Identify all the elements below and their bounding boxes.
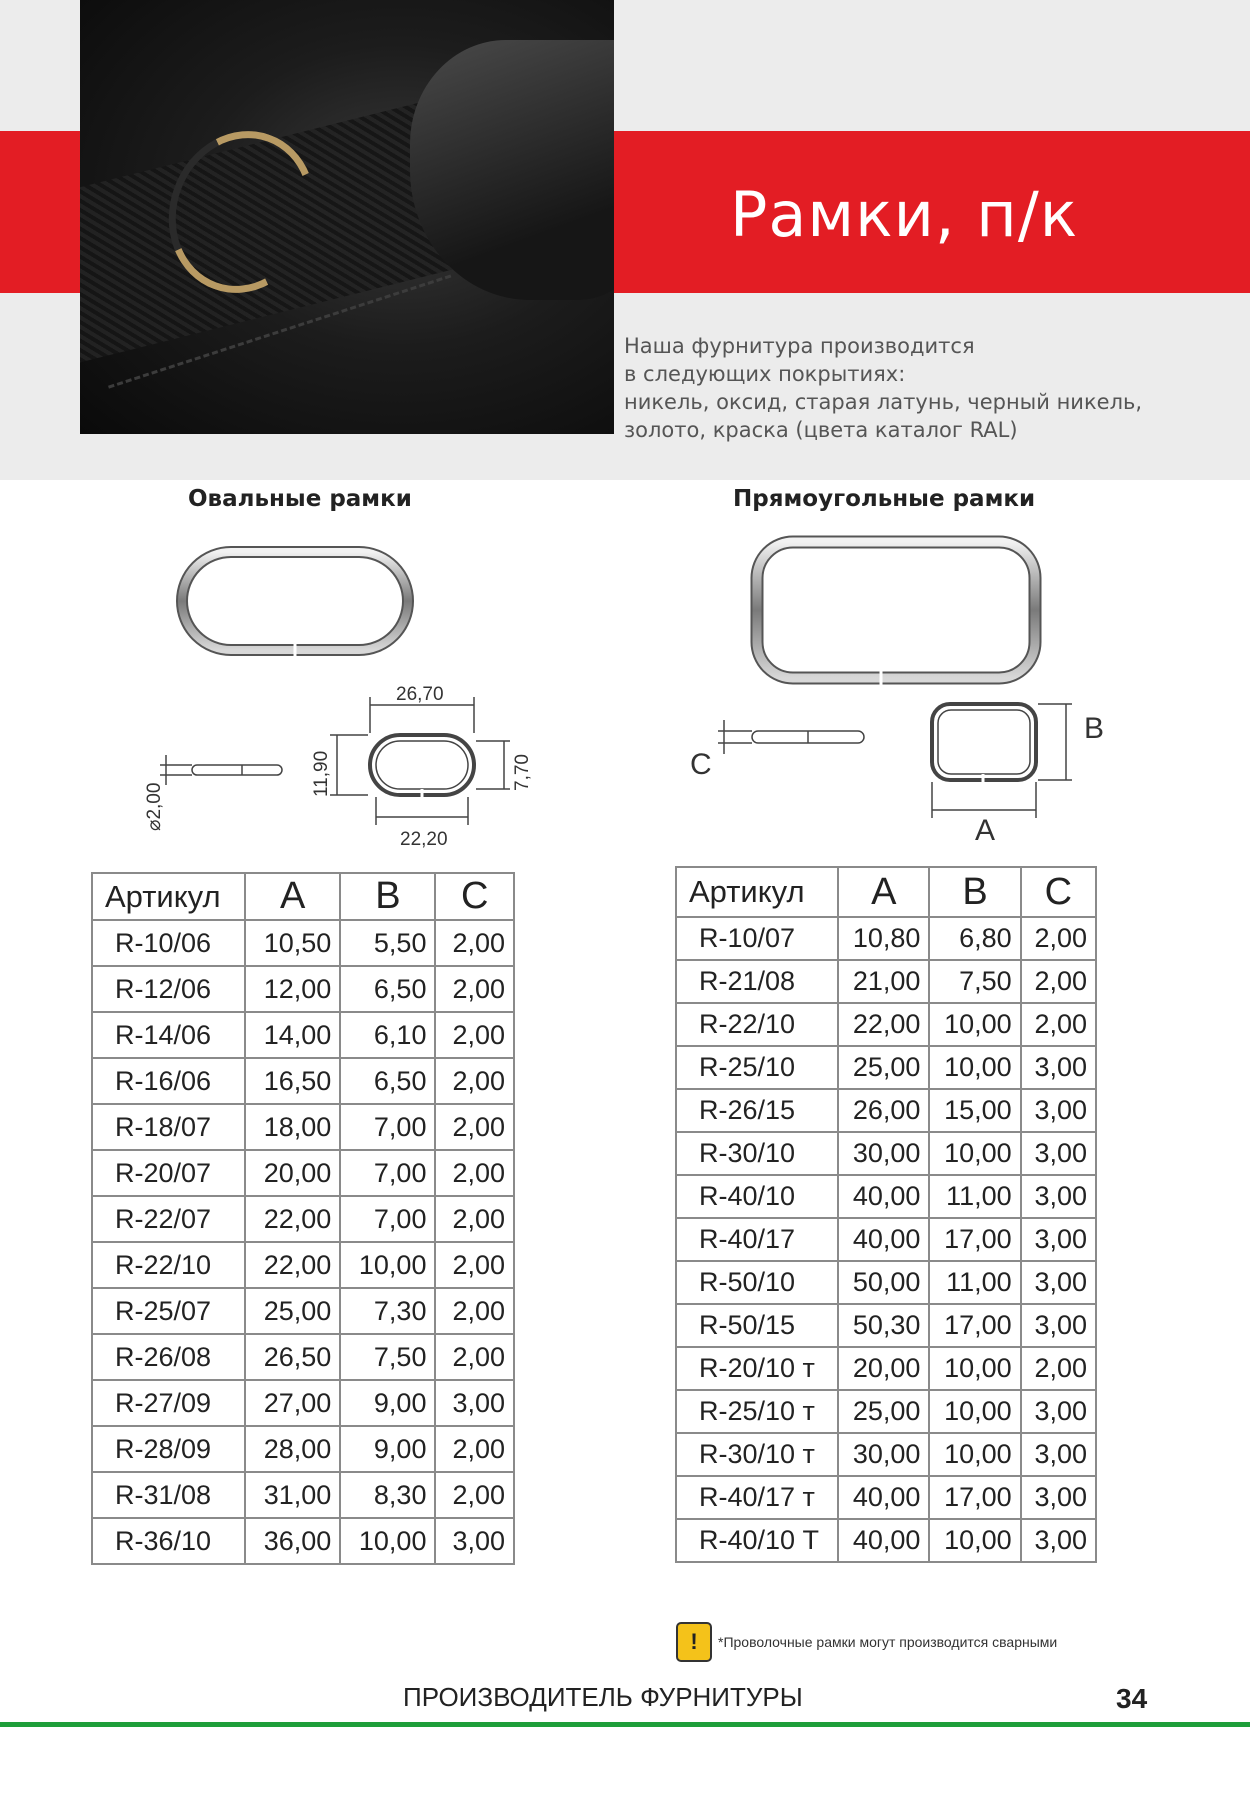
page-title: Рамки, п/к [730,178,1079,251]
oval-table-body [92,920,514,1564]
article-cell: R-16/06 [92,1058,245,1104]
c-cell: 2,00 [435,920,514,966]
b-cell: 6,50 [340,966,435,1012]
rect-table-body [676,917,1096,1562]
table-row [676,1433,1096,1476]
b-cell: 7,00 [340,1196,435,1242]
article-cell: R-22/07 [92,1196,245,1242]
c-cell: 3,00 [1021,1046,1096,1089]
col-header-article: Артикул [676,867,838,917]
b-cell: 7,50 [340,1334,435,1380]
c-cell: 2,00 [435,1196,514,1242]
a-cell: 26,00 [838,1089,929,1132]
oval-heading: Овальные рамки [188,486,412,512]
a-cell: 20,00 [245,1150,340,1196]
a-cell: 18,00 [245,1104,340,1150]
table-header-row [92,873,514,920]
table-row [92,1104,514,1150]
table-row [92,1012,514,1058]
table-header-row [676,867,1096,917]
a-cell: 50,30 [838,1304,929,1347]
a-cell: 20,00 [838,1347,929,1390]
b-cell: 15,00 [929,1089,1020,1132]
rect-spec-table [675,866,1097,1563]
b-cell: 8,30 [340,1472,435,1518]
a-cell: 28,00 [245,1426,340,1472]
oval-dim-left: 11,90 [311,750,332,797]
article-cell: R-26/08 [92,1334,245,1380]
col-header-c: C [435,873,514,920]
c-cell: 2,00 [435,1058,514,1104]
table-row [676,1304,1096,1347]
table-row [92,1426,514,1472]
b-cell: 7,30 [340,1288,435,1334]
article-cell: R-50/10 [676,1261,838,1304]
c-cell: 2,00 [435,1334,514,1380]
b-cell: 10,00 [929,1003,1020,1046]
b-cell: 6,80 [929,917,1020,960]
a-cell: 40,00 [838,1519,929,1562]
coatings-line: золото, краска (цвета каталог RAL) [624,418,1018,442]
b-cell: 10,00 [929,1433,1020,1476]
a-cell: 30,00 [838,1132,929,1175]
article-cell: R-31/08 [92,1472,245,1518]
table-row [676,1218,1096,1261]
a-cell: 16,50 [245,1058,340,1104]
a-cell: 27,00 [245,1380,340,1426]
article-cell: R-40/17 т [676,1476,838,1519]
table-row [92,1288,514,1334]
col-header-article: Артикул [92,873,245,920]
table-row [676,917,1096,960]
c-cell: 2,00 [1021,1003,1096,1046]
b-cell: 10,00 [340,1242,435,1288]
rect-dimension-drawing [680,690,1120,840]
b-cell: 10,00 [929,1390,1020,1433]
article-cell: R-36/10 [92,1518,245,1564]
a-cell: 40,00 [838,1476,929,1519]
a-cell: 10,50 [245,920,340,966]
table-row [92,1196,514,1242]
table-row [92,920,514,966]
page-number: 34 [1116,1683,1148,1714]
col-header-b: B [929,867,1020,917]
c-cell: 3,00 [1021,1519,1096,1562]
b-cell: 10,00 [929,1046,1020,1089]
table-row [676,1046,1096,1089]
rect-dim-a: A [975,814,996,840]
b-cell: 9,00 [340,1426,435,1472]
b-cell: 7,00 [340,1104,435,1150]
article-cell: R-20/07 [92,1150,245,1196]
article-cell: R-27/09 [92,1380,245,1426]
a-cell: 25,00 [838,1390,929,1433]
article-cell: R-25/10 т [676,1390,838,1433]
oval-spec-table [91,872,515,1565]
rect-ring-image [747,532,1045,690]
c-cell: 3,00 [1021,1390,1096,1433]
b-cell: 10,00 [929,1132,1020,1175]
article-cell: R-26/15 [676,1089,838,1132]
a-cell: 30,00 [838,1433,929,1476]
table-row [676,1003,1096,1046]
article-cell: R-12/06 [92,966,245,1012]
c-cell: 2,00 [435,1242,514,1288]
table-row [676,1390,1096,1433]
a-cell: 31,00 [245,1472,340,1518]
c-cell: 2,00 [435,1426,514,1472]
b-cell: 10,00 [929,1519,1020,1562]
coatings-line: никель, оксид, старая латунь, черный никель, [624,390,1143,414]
c-cell: 2,00 [435,1104,514,1150]
b-cell: 5,50 [340,920,435,966]
oval-ring-image [170,540,420,665]
rect-dim-b: B [1084,712,1105,745]
c-cell: 3,00 [1021,1218,1096,1261]
a-cell: 22,00 [838,1003,929,1046]
a-cell: 50,00 [838,1261,929,1304]
table-row [92,1058,514,1104]
a-cell: 40,00 [838,1218,929,1261]
c-cell: 3,00 [1021,1132,1096,1175]
c-cell: 3,00 [435,1518,514,1564]
article-cell: R-30/10 [676,1132,838,1175]
a-cell: 22,00 [245,1242,340,1288]
a-cell: 25,00 [245,1288,340,1334]
a-cell: 12,00 [245,966,340,1012]
note-text: *Проволочные рамки могут производится сварными [718,1634,1058,1650]
b-cell: 17,00 [929,1476,1020,1519]
b-cell: 7,00 [340,1150,435,1196]
rect-heading: Прямоугольные рамки [733,486,1036,512]
article-cell: R-40/10 [676,1175,838,1218]
c-cell: 3,00 [435,1380,514,1426]
c-cell: 2,00 [435,1150,514,1196]
c-cell: 3,00 [1021,1175,1096,1218]
table-row [92,1334,514,1380]
table-row [676,1261,1096,1304]
c-cell: 2,00 [435,1012,514,1058]
article-cell: R-22/10 [676,1003,838,1046]
a-cell: 36,00 [245,1518,340,1564]
article-cell: R-22/10 [92,1242,245,1288]
table-row [676,1519,1096,1562]
c-cell: 2,00 [1021,960,1096,1003]
b-cell: 6,10 [340,1012,435,1058]
coatings-line: в следующих покрытиях: [624,362,906,386]
article-cell: R-40/17 [676,1218,838,1261]
c-cell: 2,00 [435,1472,514,1518]
rect-dim-c: C [690,748,712,781]
table-row [676,1089,1096,1132]
table-row [92,1380,514,1426]
article-cell: R-25/07 [92,1288,245,1334]
coatings-text [624,332,1142,444]
c-cell: 2,00 [435,966,514,1012]
article-cell: R-30/10 т [676,1433,838,1476]
c-cell: 2,00 [1021,917,1096,960]
table-row [676,1175,1096,1218]
b-cell: 9,00 [340,1380,435,1426]
article-cell: R-50/15 [676,1304,838,1347]
article-cell: R-21/08 [676,960,838,1003]
table-row [92,966,514,1012]
article-cell: R-10/06 [92,920,245,966]
table-row [92,1518,514,1564]
table-row [92,1242,514,1288]
c-cell: 3,00 [1021,1304,1096,1347]
a-cell: 21,00 [838,960,929,1003]
col-header-c: C [1021,867,1096,917]
b-cell: 6,50 [340,1058,435,1104]
oval-dimension-drawing [130,685,550,855]
article-cell: R-25/10 [676,1046,838,1089]
c-cell: 3,00 [1021,1433,1096,1476]
oval-dim-wire: ⌀2,00 [144,782,165,831]
a-cell: 26,50 [245,1334,340,1380]
oval-dim-top: 26,70 [396,685,444,705]
c-cell: 2,00 [435,1288,514,1334]
article-cell: R-28/09 [92,1426,245,1472]
b-cell: 17,00 [929,1218,1020,1261]
table-row [676,1476,1096,1519]
warning-worker-icon: ! [676,1622,712,1662]
article-cell: R-10/07 [676,917,838,960]
c-cell: 2,00 [1021,1347,1096,1390]
welded-note [676,1622,1057,1662]
footer-text: ПРОИЗВОДИТЕЛЬ ФУРНИТУРЫ [403,1682,803,1712]
b-cell: 11,00 [929,1175,1020,1218]
article-cell: R-18/07 [92,1104,245,1150]
col-header-b: B [340,873,435,920]
table-row [92,1150,514,1196]
article-cell: R-14/06 [92,1012,245,1058]
c-cell: 3,00 [1021,1261,1096,1304]
coatings-line: Наша фурнитура производится [624,334,975,358]
footer-divider [0,1722,1250,1727]
b-cell: 11,00 [929,1261,1020,1304]
product-photo [80,0,614,434]
table-row [676,960,1096,1003]
a-cell: 22,00 [245,1196,340,1242]
a-cell: 25,00 [838,1046,929,1089]
oval-dim-right: 7,70 [512,754,533,791]
article-cell: R-40/10 Т [676,1519,838,1562]
c-cell: 3,00 [1021,1089,1096,1132]
a-cell: 10,80 [838,917,929,960]
b-cell: 10,00 [929,1347,1020,1390]
table-row [676,1347,1096,1390]
c-cell: 3,00 [1021,1476,1096,1519]
b-cell: 17,00 [929,1304,1020,1347]
table-row [676,1132,1096,1175]
oval-dim-bottom: 22,20 [400,829,448,850]
a-cell: 14,00 [245,1012,340,1058]
table-row [92,1472,514,1518]
a-cell: 40,00 [838,1175,929,1218]
col-header-a: A [838,867,929,917]
article-cell: R-20/10 т [676,1347,838,1390]
b-cell: 7,50 [929,960,1020,1003]
col-header-a: A [245,873,340,920]
b-cell: 10,00 [340,1518,435,1564]
